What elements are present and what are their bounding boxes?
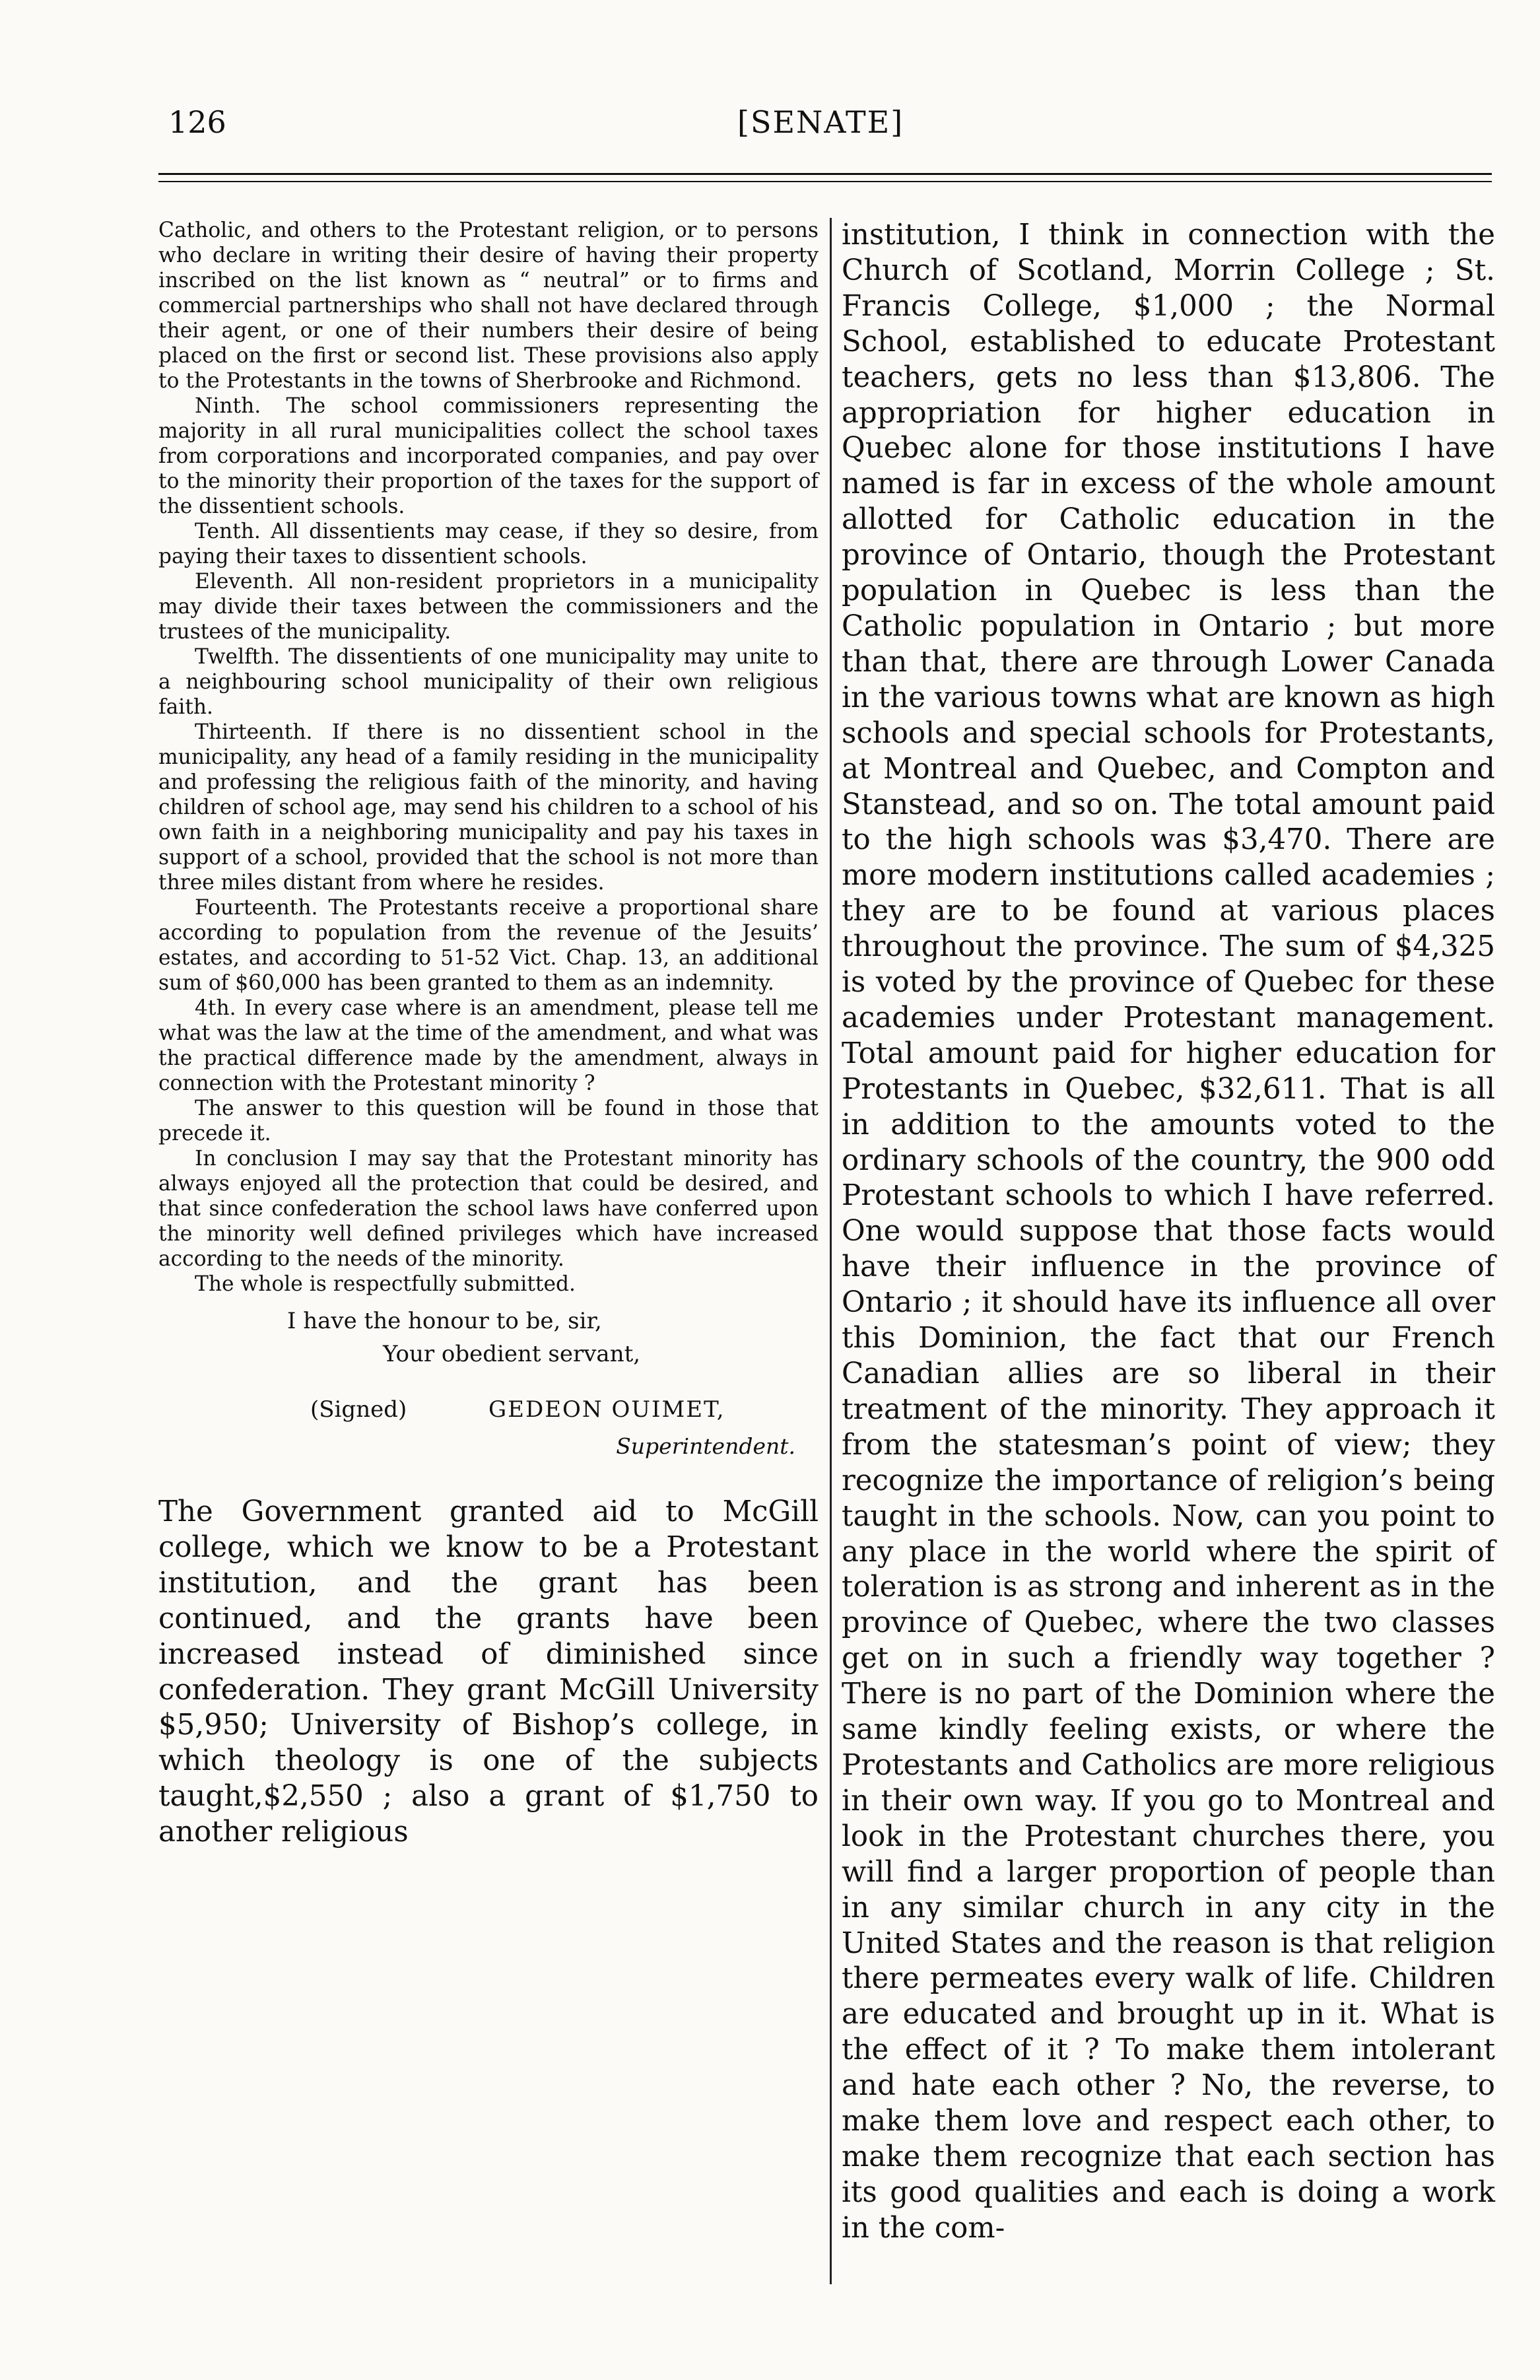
closing-honour: I have the honour to be, sir,	[287, 1308, 602, 1334]
letter-closing	[158, 1305, 819, 1463]
signatory-title: Superintendent.	[616, 1433, 795, 1459]
paragraph: Fourteenth. The Protestants receive a proportional share according to population from the revenue of the Jesuits’ estates, and according to 51-52 Vict. Chap. 13, an additional sum of $60,000 has been granted to them as an indemnity.	[158, 896, 819, 995]
signature-line	[158, 1388, 819, 1429]
paragraph: Thirteenth. If there is no dissentient school in the municipality, any head of a family residing in the municipality and professing the religious faith of the minority, and having children of school age, may send his children to a school of his own faith in a neighboring municipality and pay his taxes in support of a school, provided that the school is not more than three miles distant from where he resides.	[158, 720, 819, 895]
paragraph: Twelfth. The dissentients of one municipality may unite to a neighbouring school municipality of their own religious faith.	[158, 645, 819, 719]
paragraph: Catholic, and others to the Protestant religion, or to persons who declare in writing their desire of having their property inscribed on the list known as “ neutral” or to firms and commercial partnerships who shall not have declared through their agent, or one of their numbers their desire of being placed on the first or second list. These provisions also apply to the Protestants in the towns of Sherbrooke and Richmond.	[158, 219, 819, 393]
signed-label: (Signed)	[310, 1396, 407, 1423]
running-head: [SENATE]	[737, 104, 904, 140]
paragraph: Ninth. The school commissioners representing the majority in all rural municipalities collect the school taxes from corporations and incorporated companies, and pay over to the minority their proportion of the taxes for the support of the dissentient schools.	[158, 394, 819, 518]
left-column	[158, 218, 819, 1851]
closing-servant: Your obedient servant,	[383, 1341, 641, 1367]
page-number: 126	[168, 104, 226, 140]
paragraph: The whole is respectfully submitted.	[195, 1272, 576, 1296]
paragraph: 4th. In every case where is an amendment, please tell me what was the law at the time of the amendment, and what was the practical difference made by the amendment, always in connection with the Protestant minority ?	[158, 996, 819, 1095]
letter-body	[158, 218, 819, 1297]
signatory-name: GEDEON OUIMET,	[488, 1396, 725, 1423]
speech-text: institution, I think in connection with the Church of Scotland, Morrin College ; St. Francis College, $1,000 ; the Normal School, established to educate Protestant teachers, gets no less than $13,806. The appropriation for higher education in Quebec alone for those institutions I have named is far in excess of the whole amount allotted for Catholic education in the province of Ontario, though the Protestant population in Quebec is less than the Catholic population in Ontario ; but more than that, there are through Lower Canada in the various towns what are known as high schools and special schools for Protestants, at Montreal and Quebec, and Compton and Stanstead, and so on. The total amount paid to the high schools was $3,470. There are more modern institutions called academies ; they are to be found at various places throughout the province. The sum of $4,325 is voted by the province of Quebec for these academies under Protestant management. Total amount paid for higher education for Protestants in Quebec, $32,611. That is all in addition to the amounts voted to the ordinary schools of the country, the 900 odd Protestant schools to which I have referred. One would suppose that those facts would have their influence in the province of Ontario ; it should have its influence all over this Dominion, the fact that our French Canadian allies are so liberal in their treatment of the minority. They approach it from the statesman’s point of view; they recognize the importance of religion’s being taught in the schools. Now, can you point to any place in the world where the spirit of toleration is as strong and inherent as in the province of Quebec, where the two classes get on in such a friendly way together ? There is no part of the Dominion where the same kindly feeling exists, or where the Protestants and Catholics are more religious in their own way. If you go to Montreal and look in the Protestant churches there, you will find a larger proportion of people than in any similar church in any city in the United States and the reason is that religion there permeates every walk of life. Children are educated and brought up in it. What is the effect of it ? To make them intolerant and hate each other ? No, the reverse, to make them love and respect each other, to make them recognize that each section has its good qualities and each is doing a work in the com-	[842, 219, 1495, 2245]
column-divider	[830, 218, 832, 2284]
speech-text: The Government granted aid to McGill college, which we know to be a Protestant institution, and the grant has been continued, and the grants have been increased instead of diminished since confederation. They grant McGill University $5,950; University of Bishop’s college, in which theology is one of the subjects taught,$2,550 ; also a grant of $1,750 to another religious	[158, 1495, 819, 1849]
right-column	[842, 218, 1495, 2247]
header-rule	[158, 173, 1492, 175]
header-rule-thin	[158, 181, 1492, 182]
paragraph: Eleventh. All non-resident proprietors in a municipality may divide their taxes between the commissioners and the trustees of the municipality.	[158, 570, 819, 644]
paragraph: In conclusion I may say that the Protestant minority has always enjoyed all the protection that could be desired, and that since confederation the school laws have conferred upon the minority well defined privileges which have increased according to the needs of the minority.	[158, 1147, 819, 1271]
paragraph: Tenth. All dissentients may cease, if they so desire, from paying their taxes to dissentient schools.	[158, 520, 819, 568]
paragraph: The answer to this question will be found in those that precede it.	[158, 1097, 819, 1145]
